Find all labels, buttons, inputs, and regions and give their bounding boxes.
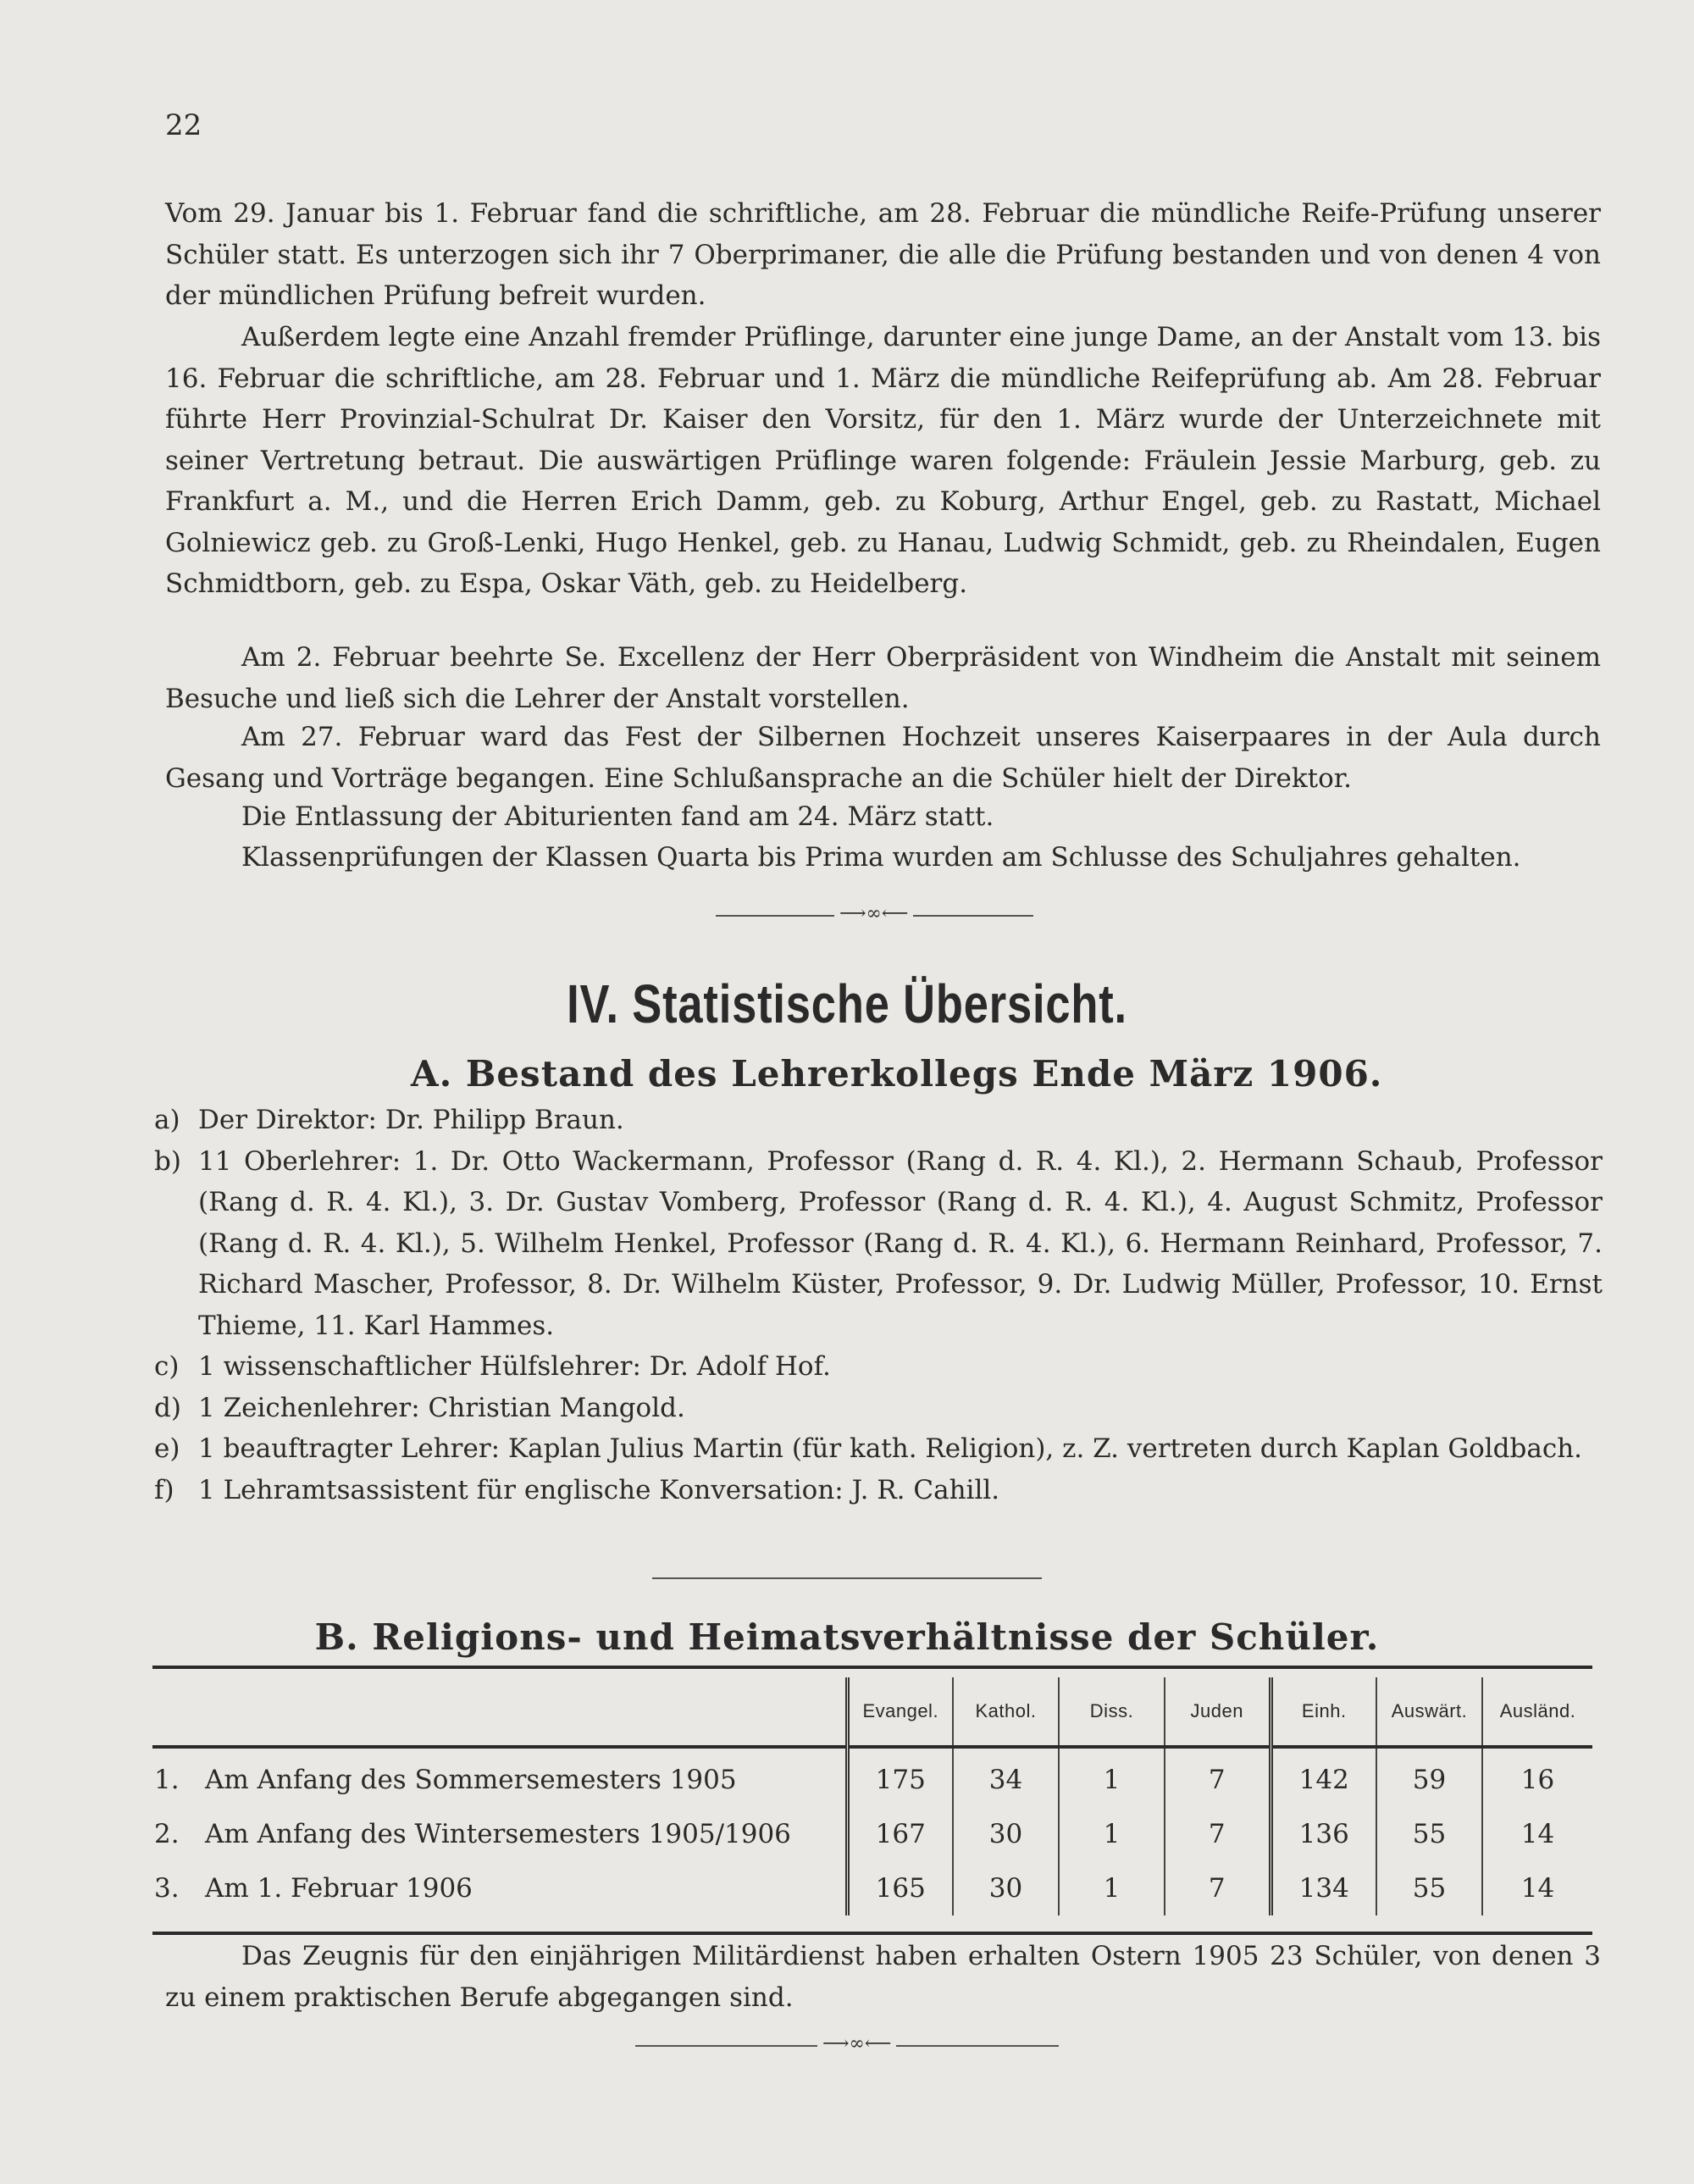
list-marker: a) — [154, 1105, 180, 1135]
paragraph-silberne-hochzeit: Am 27. Februar ward das Fest der Silbernen Hochzeit unseres Kaiserpaares in der Aula durch Gesang und Vorträge begangen. Eine Schlußansprache an die Schüler hielt der Direktor. — [165, 722, 1601, 794]
row-label-text: Am Anfang des Sommersemesters 1905 — [205, 1765, 737, 1795]
table-cell: 136 — [1270, 1807, 1376, 1861]
list-marker: d) — [154, 1392, 181, 1423]
table-top-rule — [152, 1666, 1592, 1669]
table-cell: 14 — [1482, 1807, 1592, 1861]
paragraph-reifepruefung: Vom 29. Januar bis 1. Februar fand die schriftliche, am 28. Februar die mündliche Reife-Prüfung unserer Schüler statt. Es unterzogen sich ihr 7 Oberprimaner, die alle die Prüfung bestanden und von denen 4 von der mündlichen Prüfung befreit wurden. — [165, 198, 1601, 311]
section-b-title: B. Religions- und Heimatsverhältnisse der Schüler. — [314, 1616, 1380, 1658]
paragraph-militaerdienst: Das Zeugnis für den einjährigen Militärdienst haben erhalten Ostern 1905 23 Schüler, von denen 3 zu einem praktischen Berufe abgegangen sind. — [165, 1941, 1601, 2013]
table-cell: 134 — [1270, 1861, 1376, 1915]
table-cell: 7 — [1165, 1807, 1270, 1861]
table-row — [152, 1807, 1592, 1861]
list-text: 11 Oberlehrer: 1. Dr. Otto Wackermann, Professor (Rang d. R. 4. Kl.), 2. Hermann Schaub, Professor (Rang d. R. 4. Kl.), 3. Dr. Gustav Vomberg, Professor (Rang d. R. 4. Kl.), 4. August Schmitz, Professor (Rang d. R. 4. Kl.), 5. Wilhelm Henkel, Professor (Rang d. R. 4. Kl.), 6. Hermann Reinhard, Professor, 7. Richard Mascher, Professor, 8. Dr. Wilhelm Küster, Professor, 9. Dr. Ludwig Müller, Professor, 10. Ernst Thieme, 11. Karl Hammes. — [198, 1145, 1603, 1341]
row-number: 3. — [154, 1873, 180, 1904]
list-marker: e) — [154, 1433, 180, 1464]
teacher-list — [154, 1100, 1603, 1511]
column-header: Ausländ. — [1482, 1677, 1592, 1747]
section-a-title: A. Bestand des Lehrerkollegs Ende März 1906. — [411, 1053, 1383, 1095]
paragraph-besuch-oberpraesident: Am 2. Februar beehrte Se. Excellenz der Herr Oberpräsident von Windheim die Anstalt mit seinem Besuche und ließ sich die Lehrer der Anstalt vorstellen. — [165, 642, 1601, 714]
table-cell: 30 — [953, 1861, 1059, 1915]
table-cell: 142 — [1270, 1747, 1376, 1807]
table-cell: 165 — [847, 1861, 953, 1915]
table-cell: 175 — [847, 1747, 953, 1807]
list-text: Der Direktor: Dr. Philipp Braun. — [198, 1105, 624, 1135]
row-label — [152, 1861, 847, 1915]
table-cell: 1 — [1059, 1807, 1165, 1861]
table-cell: 55 — [1376, 1861, 1482, 1915]
column-header: Einh. — [1270, 1677, 1376, 1747]
column-header: Kathol. — [953, 1677, 1059, 1747]
list-marker: f) — [154, 1474, 174, 1505]
short-divider — [652, 1577, 1042, 1579]
table-cell: 7 — [1165, 1747, 1270, 1807]
list-text: 1 Zeichenlehrer: Christian Mangold. — [198, 1392, 685, 1423]
list-marker: b) — [154, 1145, 181, 1177]
list-item — [154, 1428, 1603, 1470]
table-cell: 7 — [1165, 1861, 1270, 1915]
list-text: 1 beauftragter Lehrer: Kaplan Julius Martin (für kath. Religion), z. Z. vertreten durch Kaplan Goldbach. — [198, 1433, 1583, 1464]
table-cell: 1 — [1059, 1861, 1165, 1915]
table-cell: 1 — [1059, 1747, 1165, 1807]
table-cell: 167 — [847, 1807, 953, 1861]
row-number: 2. — [154, 1819, 180, 1849]
table-cell: 14 — [1482, 1861, 1592, 1915]
table-bottom-rule — [152, 1932, 1592, 1935]
list-marker: c) — [154, 1351, 180, 1382]
table-cell: 34 — [953, 1747, 1059, 1807]
column-header: Juden — [1165, 1677, 1270, 1747]
list-item — [154, 1388, 1603, 1429]
table-row — [152, 1861, 1592, 1915]
row-label — [152, 1807, 847, 1861]
row-label-text: Am Anfang des Wintersemesters 1905/1906 — [205, 1819, 791, 1849]
list-item — [154, 1100, 1603, 1141]
column-header: Auswärt. — [1376, 1677, 1482, 1747]
column-header: Evangel. — [847, 1677, 953, 1747]
paragraph-klassenpruefungen: Klassenprüfungen der Klassen Quarta bis Prima wurden am Schlusse des Schuljahres gehalten. — [241, 842, 1521, 873]
page-number: 22 — [165, 108, 202, 142]
table-header-row — [152, 1677, 1592, 1747]
table-cell: 55 — [1376, 1807, 1482, 1861]
ornament-glyph: ⟶∞⟵ — [817, 2033, 896, 2054]
table-cell: 59 — [1376, 1747, 1482, 1807]
table-row — [152, 1747, 1592, 1807]
list-item — [154, 1470, 1603, 1511]
row-label-text: Am 1. Februar 1906 — [205, 1873, 473, 1904]
list-text: 1 Lehramtsassistent für englische Konversation: J. R. Cahill. — [198, 1474, 1000, 1505]
section-title: IV. Statistische Übersicht. — [567, 973, 1127, 1034]
column-header: Diss. — [1059, 1677, 1165, 1747]
statistics-table — [152, 1677, 1592, 1915]
header-blank — [152, 1677, 847, 1747]
paragraph-entlassung: Die Entlassung der Abiturienten fand am 24. März statt. — [241, 801, 994, 832]
list-text: 1 wissenschaftlicher Hülfslehrer: Dr. Adolf Hof. — [198, 1351, 831, 1382]
ornament-glyph: ⟶∞⟵ — [834, 903, 913, 924]
row-number: 1. — [154, 1765, 180, 1795]
table-cell: 16 — [1482, 1747, 1592, 1807]
list-item — [154, 1346, 1603, 1388]
row-label — [152, 1747, 847, 1807]
table-cell: 30 — [953, 1807, 1059, 1861]
paragraph-fremde-prueflinge: Außerdem legte eine Anzahl fremder Prüflinge, darunter eine junge Dame, an der Anstalt vom 13. bis 16. Februar die schriftliche, am 28. Februar und 1. März die mündliche Reifeprüfung ab. Am 28. Februar führte Herr Provinzial-Schulrat Dr. Kaiser den Vorsitz, für den 1. März wurde der Unterzeichnete mit seiner Vertretung betraut. Die auswärtigen Prüflinge waren folgende: Fräulein Jessie Marburg, geb. zu Frankfurt a. M., und die Herren Erich Damm, geb. zu Koburg, Arthur Engel, geb. zu Rastatt, Michael Golniewicz geb. zu Groß-Lenki, Hugo Henkel, geb. zu Hanau, Ludwig Schmidt, geb. zu Rheindalen, Eugen Schmidtborn, geb. zu Espa, Oskar Väth, geb. zu Heidelberg. — [165, 322, 1601, 599]
list-item — [154, 1141, 1603, 1347]
